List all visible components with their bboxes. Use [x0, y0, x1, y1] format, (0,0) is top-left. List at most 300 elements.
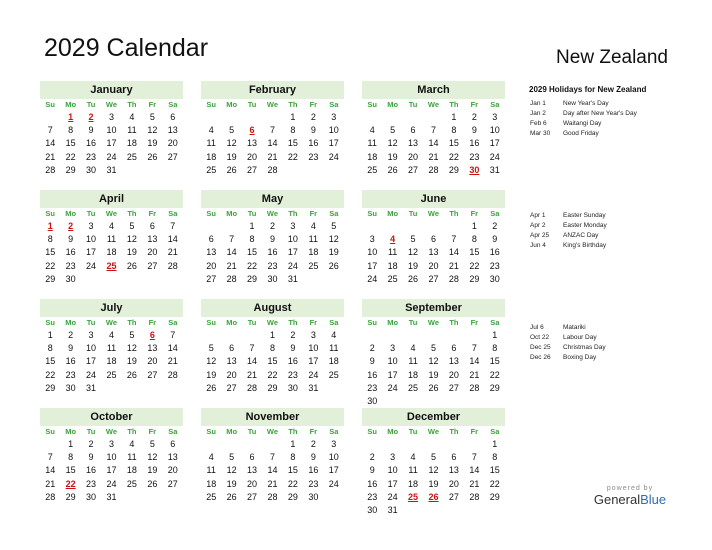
- holiday-date: Feb 6: [530, 120, 547, 127]
- day-cell: 18: [106, 247, 117, 258]
- day-cell: 29: [267, 382, 278, 393]
- holidays-title: 2029 Holidays for New Zealand: [529, 85, 647, 94]
- weekday-label: Tu: [247, 100, 257, 109]
- day-cell: 2: [492, 221, 498, 231]
- day-cell: 11: [387, 247, 398, 258]
- day-cell: 1: [492, 330, 498, 340]
- empty-cell: [40, 438, 60, 451]
- day-cell: 20: [206, 260, 217, 271]
- day-cell: 21: [469, 478, 480, 489]
- day-cell: 9: [88, 125, 94, 136]
- holiday-date: Jan 1: [530, 100, 546, 107]
- day-cell: 11: [106, 343, 117, 354]
- day-cell: 5: [229, 125, 235, 136]
- month-june: [362, 190, 505, 286]
- day-cell: 6: [451, 343, 457, 354]
- day-cell: 26: [126, 369, 137, 380]
- day-cell: 19: [147, 465, 158, 476]
- day-cell: 15: [267, 356, 278, 367]
- day-cell: 17: [328, 138, 339, 149]
- month-august: [201, 299, 344, 395]
- day-cell: 24: [328, 478, 339, 489]
- day-cell: 9: [369, 465, 375, 476]
- day-cell: 21: [45, 478, 56, 489]
- weekday-label: Mo: [387, 427, 399, 436]
- day-cell: 15: [45, 247, 56, 258]
- day-cell: 27: [147, 369, 158, 380]
- weekday-label: Fr: [470, 100, 479, 109]
- day-cell: 11: [127, 125, 137, 136]
- holiday-name: Easter Monday: [563, 222, 607, 229]
- day-cell: 29: [45, 382, 56, 393]
- weekday-label: Fr: [309, 100, 318, 109]
- day-cell: 22: [45, 260, 56, 271]
- day-cell: 26: [328, 260, 339, 271]
- empty-cell: [464, 438, 484, 451]
- day-cell: 2: [369, 343, 375, 354]
- day-cell: 6: [249, 452, 255, 463]
- day-cell: 15: [287, 138, 298, 149]
- day-cell: 8: [492, 343, 498, 354]
- day-cell: 23: [367, 382, 378, 393]
- day-cell: 3: [331, 439, 337, 449]
- day-cell: 13: [147, 343, 158, 354]
- day-cell: 2: [369, 452, 375, 463]
- day-cell: 16: [86, 138, 97, 149]
- day-cell: 8: [269, 343, 275, 354]
- month-header: December: [362, 408, 505, 426]
- holiday-date: Jan 2: [530, 110, 546, 117]
- day-cell: 26: [206, 382, 217, 393]
- holiday-date: Apr 1: [530, 212, 546, 219]
- day-cell: 20: [147, 356, 158, 367]
- day-cell: 4: [208, 125, 214, 136]
- day-cell: 3: [492, 112, 498, 122]
- month-header: April: [40, 190, 183, 208]
- day-cell: 20: [448, 478, 459, 489]
- day-cell: 9: [290, 343, 296, 354]
- day-cell: 31: [489, 164, 500, 175]
- day-cell: 12: [408, 247, 419, 258]
- weekday-label: Sa: [168, 100, 178, 109]
- day-cell: 19: [328, 247, 339, 258]
- day-cell: 11: [127, 452, 137, 463]
- day-cell: 21: [247, 369, 258, 380]
- day-cell: 17: [106, 138, 117, 149]
- day-cell: 29: [45, 273, 56, 284]
- day-cell: 18: [328, 356, 339, 367]
- day-cell: 20: [428, 260, 439, 271]
- day-cell: 12: [428, 356, 439, 367]
- day-cell: 13: [448, 465, 459, 476]
- weekday-label: We: [105, 209, 118, 218]
- day-cell: 3: [290, 221, 296, 231]
- month-header: August: [201, 299, 344, 317]
- day-cell: 5: [208, 343, 214, 354]
- holiday-day-cell: 6: [249, 125, 255, 136]
- weekday-label: Sa: [490, 209, 500, 218]
- holiday-name: Boxing Day: [563, 354, 597, 361]
- weekday-label: We: [266, 318, 279, 327]
- day-cell: 21: [267, 151, 278, 162]
- day-cell: 29: [489, 382, 500, 393]
- month-grid: [201, 317, 344, 395]
- day-cell: 31: [387, 504, 398, 515]
- weekday-label: Fr: [470, 318, 479, 327]
- day-cell: 2: [310, 439, 316, 449]
- weekday-label: Sa: [490, 100, 500, 109]
- day-cell: 19: [428, 478, 439, 489]
- day-cell: 19: [428, 369, 439, 380]
- day-cell: 8: [68, 125, 74, 136]
- day-cell: 13: [147, 234, 158, 245]
- month-grid: [40, 208, 183, 286]
- day-cell: 3: [390, 452, 396, 463]
- day-cell: 29: [65, 164, 76, 175]
- day-cell: 2: [290, 330, 296, 340]
- weekday-label: Fr: [309, 318, 318, 327]
- day-cell: 23: [308, 151, 319, 162]
- day-cell: 4: [369, 125, 375, 136]
- day-cell: 26: [147, 478, 158, 489]
- day-cell: 26: [387, 164, 398, 175]
- empty-cell: [262, 111, 282, 124]
- day-cell: 4: [310, 221, 316, 231]
- empty-cell: [403, 329, 423, 342]
- day-cell: 9: [88, 452, 94, 463]
- weekday-label: Tu: [86, 427, 96, 436]
- day-cell: 5: [129, 221, 135, 231]
- holiday-date: Mar 30: [530, 130, 551, 137]
- weekday-label: We: [105, 427, 118, 436]
- day-cell: 19: [206, 369, 217, 380]
- day-cell: 7: [269, 125, 275, 136]
- day-cell: 6: [229, 343, 235, 354]
- day-cell: 18: [126, 138, 137, 149]
- day-cell: 6: [451, 452, 457, 463]
- day-cell: 27: [167, 151, 178, 162]
- day-cell: 14: [428, 138, 439, 149]
- weekday-label: Su: [45, 427, 55, 436]
- empty-cell: [221, 220, 241, 233]
- holiday-name: Matariki: [563, 324, 586, 331]
- day-cell: 29: [287, 491, 298, 502]
- day-cell: 7: [249, 343, 255, 354]
- day-cell: 15: [65, 465, 76, 476]
- holiday-day-cell: 30: [469, 164, 480, 175]
- day-cell: 17: [308, 356, 319, 367]
- day-cell: 22: [65, 151, 76, 162]
- day-cell: 5: [229, 452, 235, 463]
- day-cell: 22: [247, 260, 258, 271]
- holiday-name: Labour Day: [563, 334, 597, 341]
- holiday-day-cell: 6: [149, 330, 155, 340]
- day-cell: 25: [328, 369, 339, 380]
- day-cell: 1: [290, 112, 296, 122]
- day-cell: 26: [126, 260, 137, 271]
- day-cell: 27: [448, 382, 459, 393]
- weekday-label: Sa: [490, 427, 500, 436]
- day-cell: 8: [451, 125, 457, 136]
- day-cell: 24: [287, 260, 298, 271]
- day-cell: 20: [226, 369, 237, 380]
- day-cell: 15: [65, 138, 76, 149]
- weekday-label: Th: [127, 209, 137, 218]
- day-cell: 20: [147, 247, 158, 258]
- day-cell: 10: [489, 125, 500, 136]
- holiday-day-cell: 2: [88, 112, 94, 122]
- month-grid: [201, 426, 344, 504]
- day-cell: 2: [68, 330, 74, 340]
- day-cell: 30: [489, 273, 500, 284]
- day-cell: 20: [167, 465, 178, 476]
- day-cell: 29: [489, 491, 500, 502]
- weekday-label: Sa: [329, 100, 339, 109]
- day-cell: 1: [68, 439, 74, 449]
- day-cell: 3: [88, 330, 94, 340]
- day-cell: 3: [331, 112, 337, 122]
- holiday-group: [530, 211, 700, 251]
- weekday-label: Sa: [329, 427, 339, 436]
- day-cell: 16: [287, 356, 298, 367]
- day-cell: 16: [489, 247, 500, 258]
- day-cell: 7: [170, 330, 176, 340]
- holiday-name: Day after New Year's Day: [563, 110, 637, 117]
- day-cell: 22: [267, 369, 278, 380]
- day-cell: 8: [47, 343, 53, 354]
- day-cell: 15: [469, 247, 480, 258]
- day-cell: 17: [387, 478, 398, 489]
- day-cell: 2: [88, 439, 94, 449]
- weekday-label: Sa: [168, 209, 178, 218]
- month-header: January: [40, 81, 183, 99]
- weekday-label: Th: [449, 318, 459, 327]
- day-cell: 17: [86, 356, 97, 367]
- empty-cell: [464, 329, 484, 342]
- day-cell: 14: [45, 465, 56, 476]
- day-cell: 28: [428, 164, 439, 175]
- day-cell: 11: [408, 356, 418, 367]
- day-cell: 22: [448, 151, 459, 162]
- month-october: [40, 408, 183, 504]
- month-september: [362, 299, 505, 408]
- day-cell: 12: [226, 465, 237, 476]
- month-february: [201, 81, 344, 177]
- day-cell: 10: [387, 356, 398, 367]
- holiday-row: [530, 241, 700, 251]
- day-cell: 29: [65, 491, 76, 502]
- day-cell: 17: [106, 465, 117, 476]
- holiday-day-cell: 25: [106, 260, 117, 271]
- day-cell: 18: [106, 356, 117, 367]
- empty-cell: [403, 220, 423, 233]
- day-cell: 19: [408, 260, 419, 271]
- weekday-label: We: [266, 100, 279, 109]
- day-cell: 5: [149, 439, 155, 449]
- day-cell: 8: [249, 234, 255, 245]
- day-cell: 3: [108, 112, 114, 122]
- day-cell: 16: [267, 247, 278, 258]
- weekday-label: Fr: [148, 427, 157, 436]
- empty-cell: [423, 329, 443, 342]
- day-cell: 27: [226, 382, 237, 393]
- holiday-row: [530, 211, 700, 221]
- day-cell: 21: [167, 247, 178, 258]
- day-cell: 13: [226, 356, 237, 367]
- weekday-label: Th: [127, 318, 137, 327]
- day-cell: 18: [387, 260, 398, 271]
- day-cell: 18: [408, 369, 419, 380]
- empty-cell: [362, 438, 382, 451]
- day-cell: 4: [129, 112, 135, 122]
- holiday-row: [530, 343, 700, 353]
- holiday-date: Dec 26: [530, 354, 551, 361]
- day-cell: 3: [310, 330, 316, 340]
- brand-logo: [588, 485, 672, 507]
- day-cell: 23: [65, 369, 76, 380]
- day-cell: 26: [226, 491, 237, 502]
- weekday-label: Th: [288, 209, 298, 218]
- empty-cell: [242, 438, 262, 451]
- day-cell: 23: [367, 491, 378, 502]
- day-cell: 5: [430, 343, 436, 354]
- empty-cell: [382, 438, 402, 451]
- weekday-label: Tu: [247, 209, 257, 218]
- holiday-day-cell: 22: [65, 478, 76, 489]
- day-cell: 12: [328, 234, 339, 245]
- holiday-name: King's Birthday: [563, 242, 607, 249]
- day-cell: 29: [469, 273, 480, 284]
- day-cell: 18: [408, 478, 419, 489]
- day-cell: 28: [167, 260, 178, 271]
- brand-name-blue: Blue: [640, 492, 667, 507]
- day-cell: 26: [428, 382, 439, 393]
- day-cell: 13: [408, 138, 419, 149]
- day-cell: 16: [367, 478, 378, 489]
- day-cell: 20: [247, 151, 258, 162]
- day-cell: 4: [108, 330, 114, 340]
- weekday-label: Tu: [408, 100, 418, 109]
- day-cell: 24: [489, 151, 500, 162]
- month-grid: [362, 99, 505, 177]
- page-title: 2029 Calendar: [44, 34, 209, 62]
- day-cell: 8: [290, 125, 296, 136]
- day-cell: 9: [68, 343, 74, 354]
- day-cell: 9: [471, 125, 477, 136]
- day-cell: 31: [86, 382, 97, 393]
- powered-by-text: powered by: [606, 485, 654, 492]
- day-cell: 2: [310, 112, 316, 122]
- day-cell: 6: [208, 234, 214, 245]
- day-cell: 12: [428, 465, 439, 476]
- day-cell: 7: [471, 452, 477, 463]
- day-cell: 10: [86, 234, 97, 245]
- holiday-row: [530, 129, 700, 139]
- day-cell: 5: [149, 112, 155, 122]
- weekday-label: Fr: [309, 209, 318, 218]
- day-cell: 21: [226, 260, 237, 271]
- weekday-label: Th: [288, 100, 298, 109]
- weekday-label: Mo: [65, 100, 77, 109]
- weekday-label: Su: [206, 209, 216, 218]
- holiday-row: [530, 221, 700, 231]
- day-cell: 30: [367, 395, 378, 406]
- day-cell: 26: [408, 273, 419, 284]
- day-cell: 1: [290, 439, 296, 449]
- empty-cell: [40, 111, 60, 124]
- day-cell: 28: [226, 273, 237, 284]
- day-cell: 28: [448, 273, 459, 284]
- empty-cell: [201, 111, 221, 124]
- day-cell: 28: [469, 382, 480, 393]
- holiday-date: Dec 25: [530, 344, 551, 351]
- month-header: September: [362, 299, 505, 317]
- weekday-label: Th: [288, 318, 298, 327]
- weekday-label: We: [266, 427, 279, 436]
- day-cell: 19: [126, 356, 137, 367]
- weekday-label: Th: [449, 209, 459, 218]
- month-december: [362, 408, 505, 517]
- day-cell: 8: [471, 234, 477, 245]
- month-grid: [201, 208, 344, 286]
- day-cell: 1: [492, 439, 498, 449]
- day-cell: 7: [47, 125, 53, 136]
- day-cell: 16: [308, 465, 319, 476]
- weekday-label: Fr: [148, 100, 157, 109]
- day-cell: 7: [430, 125, 436, 136]
- day-cell: 16: [65, 247, 76, 258]
- weekday-label: Tu: [86, 318, 96, 327]
- day-cell: 14: [247, 356, 258, 367]
- weekday-label: Fr: [148, 209, 157, 218]
- day-cell: 16: [367, 369, 378, 380]
- day-cell: 22: [489, 369, 500, 380]
- day-cell: 19: [226, 151, 237, 162]
- day-cell: 11: [308, 234, 319, 245]
- day-cell: 7: [471, 343, 477, 354]
- day-cell: 24: [86, 369, 97, 380]
- day-cell: 3: [390, 343, 396, 354]
- day-cell: 16: [469, 138, 480, 149]
- holiday-date: Apr 25: [530, 232, 550, 239]
- day-cell: 6: [149, 221, 155, 231]
- weekday-label: Tu: [408, 427, 418, 436]
- day-cell: 1: [249, 221, 255, 231]
- day-cell: 12: [226, 138, 237, 149]
- day-cell: 10: [328, 452, 339, 463]
- weekday-label: Fr: [148, 318, 157, 327]
- weekday-label: Su: [45, 318, 55, 327]
- day-cell: 14: [45, 138, 56, 149]
- day-cell: 24: [106, 478, 117, 489]
- day-cell: 4: [129, 439, 135, 449]
- weekday-label: Mo: [226, 427, 238, 436]
- month-november: [201, 408, 344, 504]
- holiday-date: Oct 22: [530, 334, 550, 341]
- day-cell: 30: [367, 504, 378, 515]
- day-cell: 11: [206, 138, 216, 149]
- day-cell: 13: [247, 465, 258, 476]
- day-cell: 18: [126, 465, 137, 476]
- weekday-label: Mo: [65, 427, 77, 436]
- day-cell: 10: [367, 247, 378, 258]
- day-cell: 5: [430, 452, 436, 463]
- day-cell: 14: [167, 343, 178, 354]
- weekday-label: Su: [367, 427, 377, 436]
- day-cell: 18: [206, 478, 217, 489]
- empty-cell: [382, 111, 402, 124]
- day-cell: 10: [287, 234, 298, 245]
